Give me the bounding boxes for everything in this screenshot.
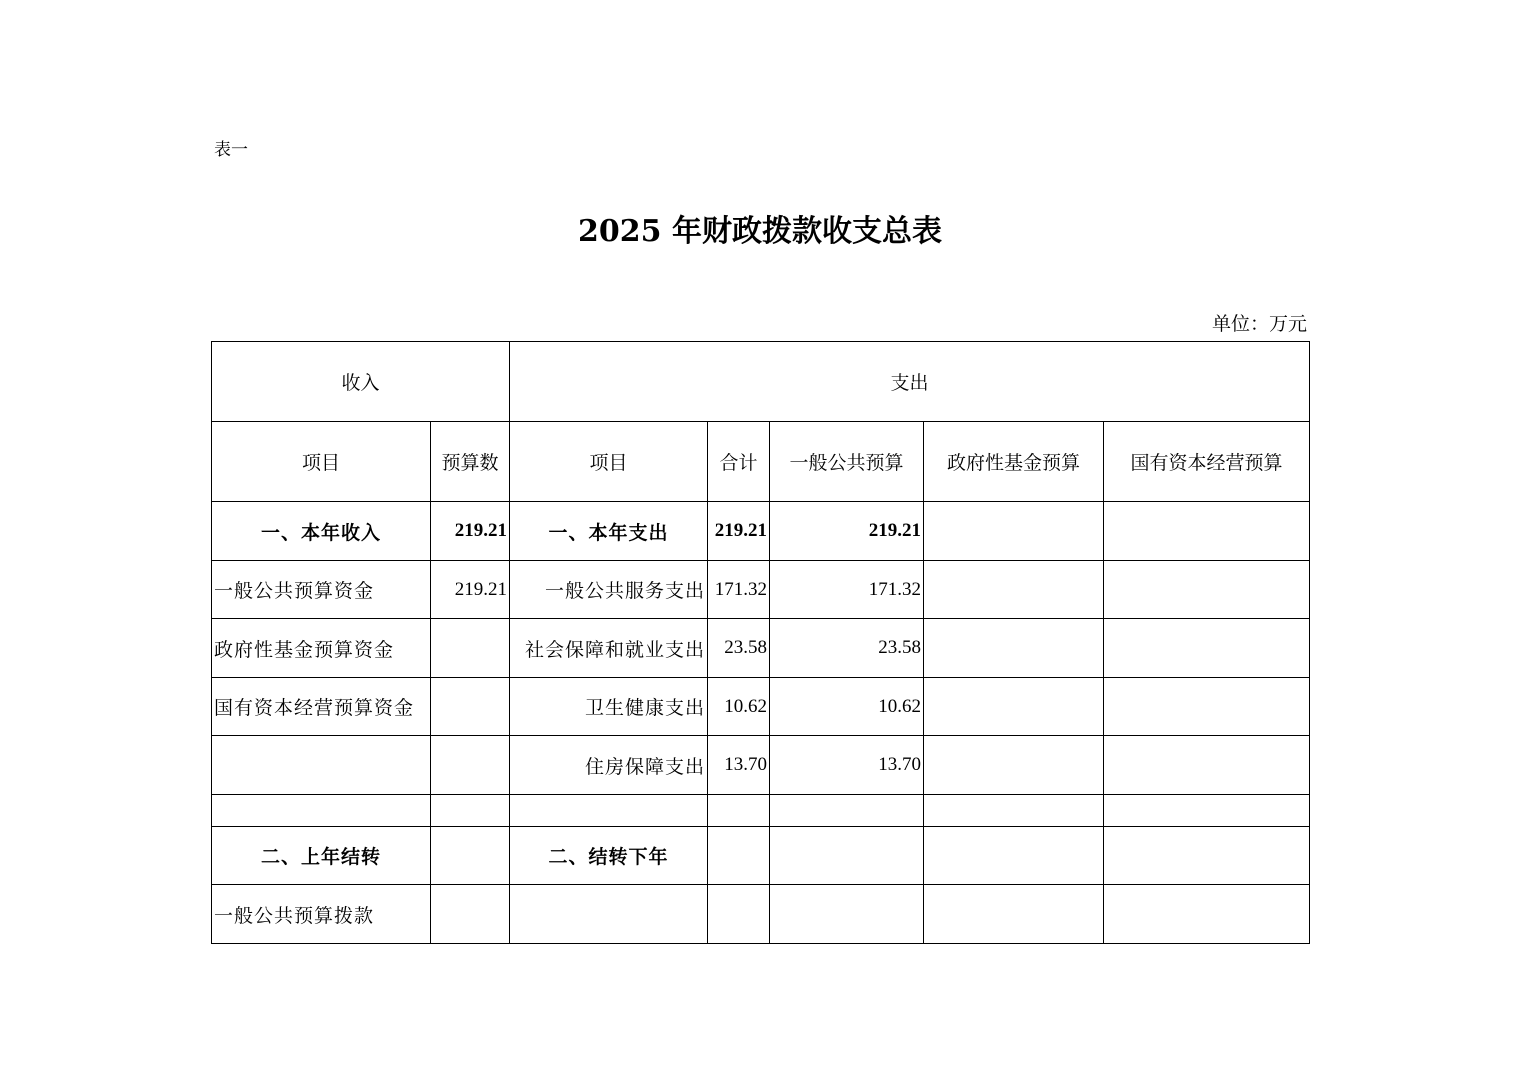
total-cell: 23.58 xyxy=(708,619,770,678)
income-amount-cell xyxy=(431,678,510,736)
income-item-cell: 政府性基金预算资金 xyxy=(212,619,431,678)
fund-budget-cell xyxy=(924,502,1104,561)
table-row xyxy=(212,619,1310,678)
income-amount-cell xyxy=(431,795,510,827)
income-item-cell: 一、本年收入 xyxy=(212,502,431,561)
fund-budget-cell xyxy=(924,827,1104,885)
fiscal-summary-table xyxy=(211,341,1310,944)
table-row xyxy=(212,885,1310,944)
header-row-group xyxy=(212,342,1310,422)
general-budget-cell: 171.32 xyxy=(770,561,924,619)
income-item-cell: 二、上年结转 xyxy=(212,827,431,885)
expense-item-header: 项目 xyxy=(510,422,708,502)
expense-item-cell xyxy=(510,795,708,827)
header-row-columns xyxy=(212,422,1310,502)
fund-budget-cell xyxy=(924,736,1104,795)
document-title: 2025 年财政拨款收支总表 xyxy=(578,214,942,249)
income-item-cell xyxy=(212,795,431,827)
state-capital-budget-cell xyxy=(1104,885,1310,944)
income-amount-cell xyxy=(431,885,510,944)
fund-budget-cell xyxy=(924,795,1104,827)
general-budget-cell xyxy=(770,885,924,944)
income-item-cell xyxy=(212,736,431,795)
total-cell: 10.62 xyxy=(708,678,770,736)
total-header: 合计 xyxy=(708,422,770,502)
general-budget-cell: 23.58 xyxy=(770,619,924,678)
state-capital-budget-cell xyxy=(1104,795,1310,827)
expense-item-cell: 一般公共服务支出 xyxy=(510,561,708,619)
table-row xyxy=(212,736,1310,795)
state-capital-budget-cell xyxy=(1104,502,1310,561)
total-cell: 171.32 xyxy=(708,561,770,619)
income-amount-cell: 219.21 xyxy=(431,502,510,561)
table-number-label: 表一 xyxy=(214,140,248,160)
fund-budget-cell xyxy=(924,619,1104,678)
total-cell xyxy=(708,827,770,885)
table-row xyxy=(212,678,1310,736)
expense-item-cell: 社会保障和就业支出 xyxy=(510,619,708,678)
income-amount-cell xyxy=(431,827,510,885)
fund-budget-cell xyxy=(924,885,1104,944)
fund-budget-header: 政府性基金预算 xyxy=(924,422,1104,502)
total-cell: 219.21 xyxy=(708,502,770,561)
unit-label: 单位：万元 xyxy=(1211,313,1307,335)
state-capital-budget-cell xyxy=(1104,619,1310,678)
expense-item-cell xyxy=(510,885,708,944)
income-item-header: 项目 xyxy=(212,422,431,502)
state-capital-budget-header: 国有资本经营预算 xyxy=(1104,422,1310,502)
general-budget-cell xyxy=(770,795,924,827)
general-budget-cell: 13.70 xyxy=(770,736,924,795)
total-cell xyxy=(708,795,770,827)
expense-item-cell: 住房保障支出 xyxy=(510,736,708,795)
expense-item-cell: 卫生健康支出 xyxy=(510,678,708,736)
general-budget-header: 一般公共预算 xyxy=(770,422,924,502)
table-row xyxy=(212,502,1310,561)
expense-header: 支出 xyxy=(510,342,1310,422)
fund-budget-cell xyxy=(924,561,1104,619)
income-header: 收入 xyxy=(212,342,510,422)
income-amount-cell xyxy=(431,736,510,795)
income-item-cell: 国有资本经营预算资金 xyxy=(212,678,431,736)
general-budget-cell: 10.62 xyxy=(770,678,924,736)
table-row xyxy=(212,795,1310,827)
state-capital-budget-cell xyxy=(1104,561,1310,619)
state-capital-budget-cell xyxy=(1104,827,1310,885)
table-row xyxy=(212,827,1310,885)
table-row xyxy=(212,561,1310,619)
general-budget-cell xyxy=(770,827,924,885)
income-item-cell: 一般公共预算资金 xyxy=(212,561,431,619)
state-capital-budget-cell xyxy=(1104,736,1310,795)
state-capital-budget-cell xyxy=(1104,678,1310,736)
general-budget-cell: 219.21 xyxy=(770,502,924,561)
income-item-cell: 一般公共预算拨款 xyxy=(212,885,431,944)
income-amount-cell xyxy=(431,619,510,678)
budget-amount-header: 预算数 xyxy=(431,422,510,502)
income-amount-cell: 219.21 xyxy=(431,561,510,619)
expense-item-cell: 二、结转下年 xyxy=(510,827,708,885)
fund-budget-cell xyxy=(924,678,1104,736)
total-cell xyxy=(708,885,770,944)
total-cell: 13.70 xyxy=(708,736,770,795)
expense-item-cell: 一、本年支出 xyxy=(510,502,708,561)
